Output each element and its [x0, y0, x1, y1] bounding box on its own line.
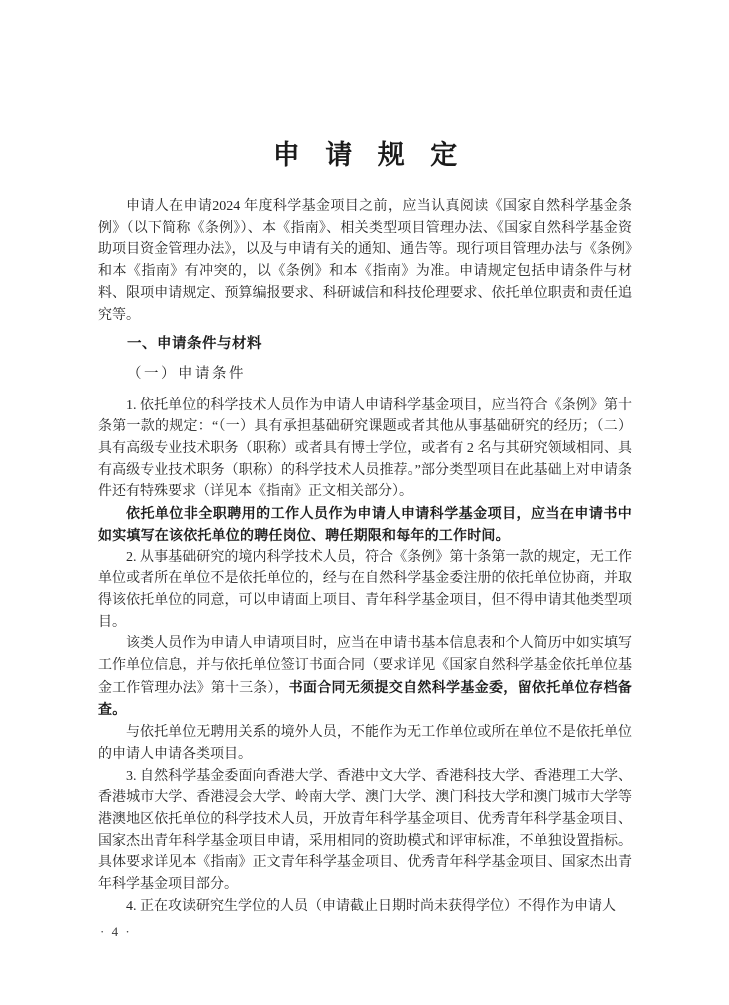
body-text — [98, 196, 632, 918]
item-4-paragraph: 4. 正在攻读研究生学位的人员（申请截止日期时尚未获得学位）不得作为申请人 — [126, 898, 616, 914]
subsection-1-heading: （一）申请条件 — [127, 365, 246, 382]
item-3-paragraph: 3. 自然科学基金委面向香港大学、香港中文大学、香港科技大学、香港理工大学、香港城市大学、香港浸会大学、岭南大学、澳门大学、澳门科技大学和澳门城市大学等港澳地区依托单位的科学技术人员，开放青年科学基金项目、优秀青年科学基金项目、国家杰出青年科学基金项目申请，采用相同的资助模式和评审标准，不单独设置指标。具体要求详见本《指南》正文青年科学基金项目、优秀青年科学基金项目、国家杰出青年科学基金项目部分。 — [98, 768, 632, 893]
item-2-sub-paragraph-1-normal: 该类人员作为申请人申请项目时，应当在申请书基本信息表和个人简历中如实填写工作单位信息，并与依托单位签订书面合同（要求详见《国家自然科学基金依托单位基金工作管理办法》第十三条）， — [98, 636, 632, 696]
section-1-heading: 一、申请条件与材料 — [127, 336, 262, 353]
page-title: 申 请 规 定 — [272, 140, 467, 170]
text-column — [98, 138, 632, 918]
item-1-paragraph: 1. 依托单位的科学技术人员作为申请人申请科学基金项目，应当符合《条例》第十条第一款的规定：“（一）具有承担基础研究课题或者其他从事基础研究的经历；（二）具有高级专业技术职务（职称）或者具有博士学位，或者有 2 名与其研究领域相同、具有高级专业技术职务（职称）的科学技术人员推荐。”部分类型项目在此基础上对申请条件还有特殊要求（详见本《指南》正文相关部分）。 — [98, 397, 632, 500]
item-2-sub-paragraph-2: 与依托单位无聘用关系的境外人员，不能作为无工作单位或所在单位不是依托单位的申请人申请各类项目。 — [98, 725, 632, 762]
item-2-paragraph: 2. 从事基础研究的境内科学技术人员，符合《条例》第十条第一款的规定，无工作单位或者所在单位不是依托单位的，经与在自然科学基金委注册的依托单位协商，并取得该依托单位的同意，可以申请面上项目、青年科学基金项目，但不得申请其他类型项目。 — [98, 549, 632, 630]
intro-paragraph: 申请人在申请2024 年度科学基金项目之前，应当认真阅读《国家自然科学基金条例》（以下简称《条例》）、本《指南》、相关类型项目管理办法、《国家自然科学基金资助项目资金管理办法》，以及与申请有关的通知、通告等。现行项目管理办法与《条例》和本《指南》有冲突的，以《条例》和本《指南》为准。申请规定包括申请条件与材料、限项申请规定、预算编报要求、科研诚信和科技伦理要求、依托单位职责和责任追究等。 — [98, 199, 632, 323]
item-2-sub-paragraph-1 — [98, 633, 632, 722]
item-2-sub-paragraph-1-bold: 书面合同无须提交自然科学基金委，留依托单位存档备查。 — [98, 678, 632, 718]
item-1-bold-note: 依托单位非全职聘用的工作人员作为申请人申请科学基金项目，应当在申请书中如实填写在该依托单位的聘任岗位、聘任期限和每年的工作时间。 — [98, 505, 632, 543]
page-number: · 4 · — [100, 924, 132, 939]
